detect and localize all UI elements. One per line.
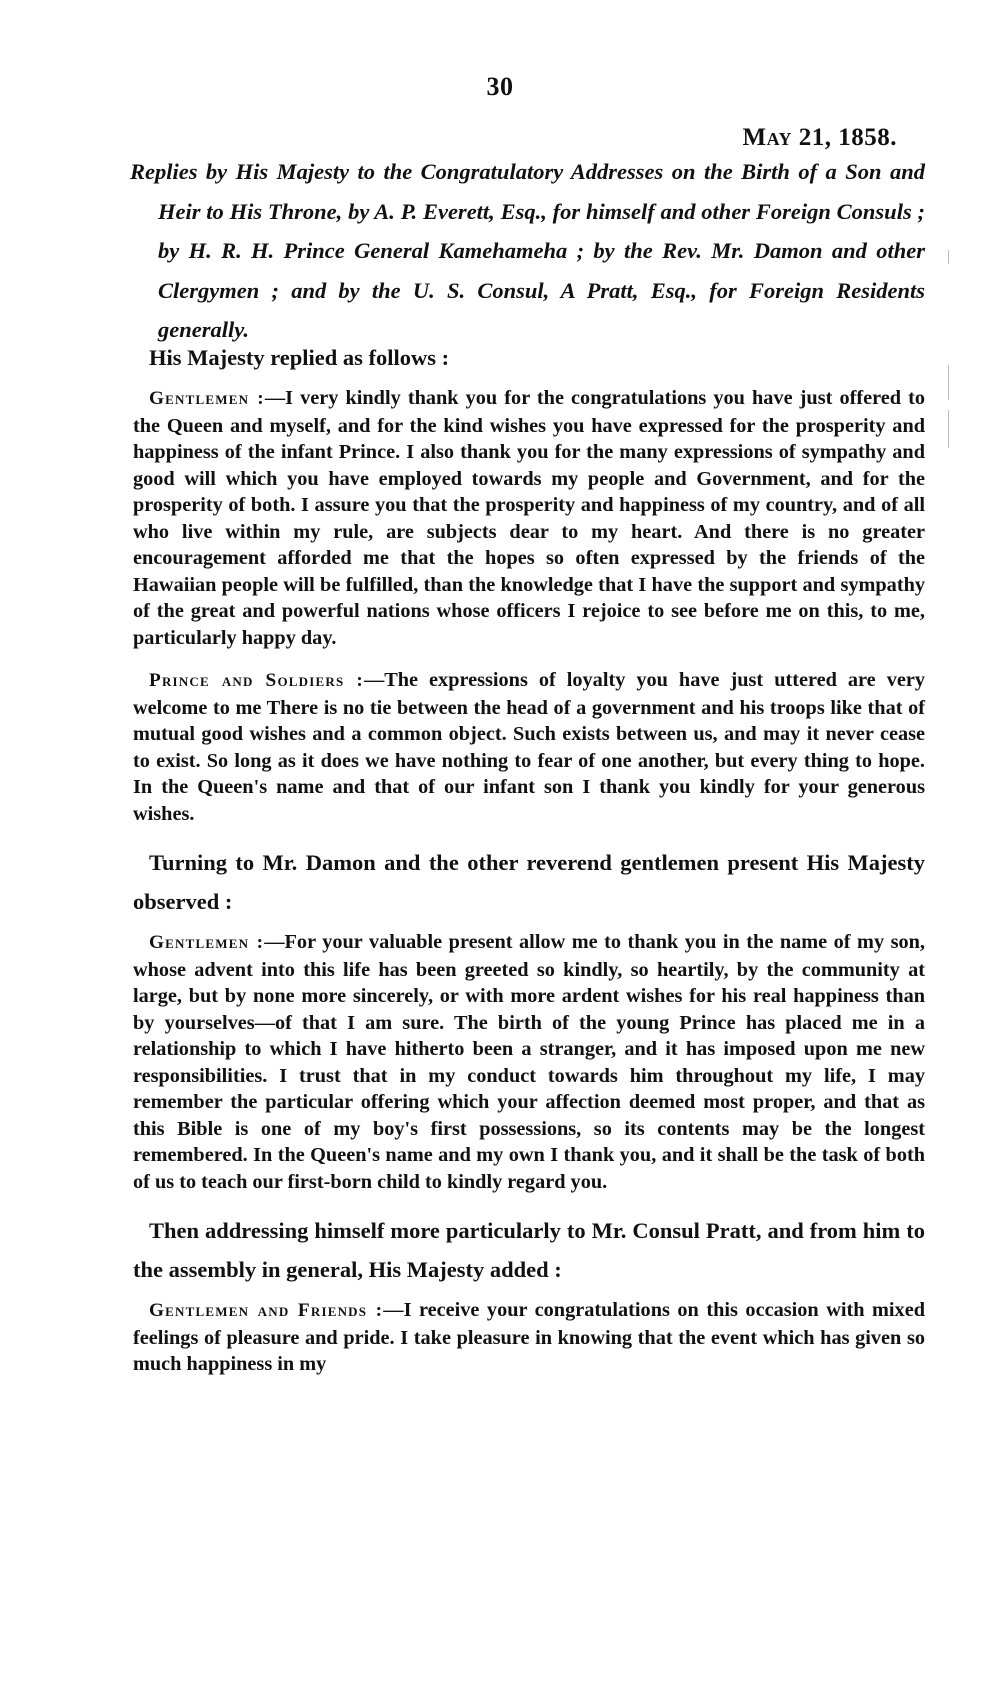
paragraph-transition-residents xyxy=(133,1211,925,1289)
paragraph-text: His Majesty replied as follows : xyxy=(149,345,450,370)
paragraph-text: —I very kindly thank you for the congratulations you have just offered to the Queen and myself, and for the kind wishes you have expressed for the prosperity and happiness of the infant Prince. I also thank you for the many expressions of sympathy and good will which you have employed towards my people and Government, and for the prosperity of both. I assure you that the prosperity and happiness of my country, and of all who live within my rule, are subjects dear to my heart. And there is no greater encouragement afforded me that the hopes so often expressed by the friends of the Hawaiian people will be fulfilled, than the knowledge that I have the support and sympathy of the great and powerful nations whose officers I rejoice to see before me on this, to me, particularly happy day. xyxy=(133,387,925,649)
paragraph-reply-residents xyxy=(133,1297,925,1378)
paragraph-reply-clergy xyxy=(133,929,925,1195)
paragraph-salutation: Prince and Soldiers : xyxy=(149,670,364,691)
paragraph-reply-prince xyxy=(133,667,925,827)
scan-margin-mark xyxy=(948,410,949,448)
date-line: May 21, 1858. xyxy=(742,124,897,151)
paragraph-text: Turning to Mr. Damon and the other reverend gentlemen present His Majesty observed : xyxy=(133,850,925,914)
paragraph-intro xyxy=(133,338,925,377)
paragraph-salutation: Gentlemen and Friends : xyxy=(149,1300,384,1321)
paragraph-text: —I receive your congratulations on this occasion with mixed feelings of pleasure and pride. I take pleasure in knowing that the event which has given so much happiness in my xyxy=(133,1299,925,1375)
page-number: 30 xyxy=(486,72,514,101)
paragraph-salutation: Gentlemen : xyxy=(149,932,265,953)
paragraph-text: —The expressions of loyalty you have just uttered are very welcome to me There is no tie between the head of a government and his troops like that of mutual good wishes and a common object. Such exists between us, and may it never cease to exist. So long as it does we have nothing to fear of one another, but every thing to hope. In the Queen's name and that of our infant son I thank you kindly for your generous wishes. xyxy=(133,669,925,825)
scan-margin-mark xyxy=(948,250,949,264)
body-text xyxy=(133,338,925,1394)
paragraph-reply-consuls xyxy=(133,385,925,651)
paragraph-text: Then addressing himself more particularly to Mr. Consul Pratt, and from him to the assembly in general, His Majesty added : xyxy=(133,1218,925,1282)
paragraph-salutation: Gentlemen : xyxy=(149,388,265,409)
paragraph-transition-clergy xyxy=(133,843,925,921)
section-heading: Replies by His Majesty to the Congratulatory Addresses on the Birth of a Son and Heir to His Throne, by A. P. Everett, Esq., for himself and other Foreign Consuls ; by H. R. H. Prince General Kamehameha ; by the Rev. Mr. Damon and other Clergymen ; and by the U. S. Consul, A Pratt, Esq., for Foreign Residents generally. xyxy=(130,159,925,342)
scan-margin-mark xyxy=(948,365,949,400)
paragraph-text: —For your valuable present allow me to thank you in the name of my son, whose advent into this life has been greeted so kindly, so heartily, by the community at large, but by none more sincerely, or with more ardent wishes for his real happiness than by yourselves—of that I am sure. The birth of the young Prince has placed me in a relationship to which I have hitherto been a stranger, and it has imposed upon me new responsibilities. I trust that in my conduct towards him throughout my life, I may remember the particular offering which your affection deemed most proper, and that as this Bible is one of my boy's first possessions, so its contents may be the longest remembered. In the Queen's name and my own I thank you, and it shall be the task of both of us to teach our first-born child to kindly regard you. xyxy=(133,931,925,1193)
